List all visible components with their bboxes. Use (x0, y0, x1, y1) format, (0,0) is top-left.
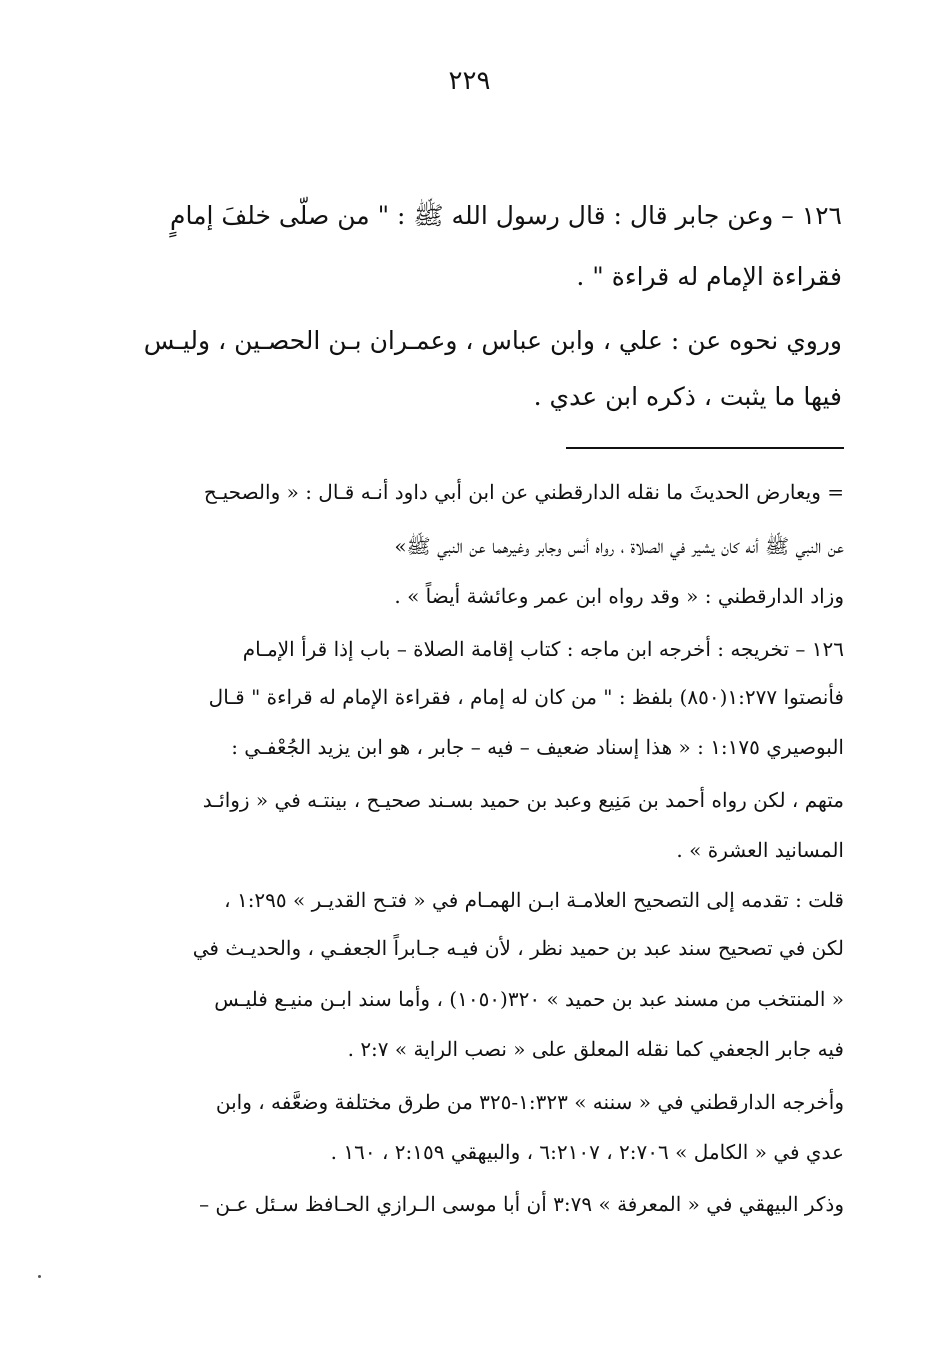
main-line: فقراءة الإمام له قراءة " . (576, 262, 842, 291)
main-line: وروي نحوه عن : علي ، وابن عباس ، وعمـران بـن الحصـين ، وليـس (143, 326, 842, 355)
footnote-line: = ويعارض الحديثَ ما نقله الدارقطني عن ابن أبي داود أنـه قـال : « والصحيـح (203, 480, 844, 504)
footnote-separator (566, 447, 844, 449)
footnote-line: فيه جابر الجعفي كما نقله المعلق على « نصب الراية » ٢:٧ . (347, 1037, 844, 1061)
hadith-main-text (128, 200, 842, 410)
footnote-line: قلت : تقدمه إلى التصحيح العلامـة ابـن الهمـام في « فتـح القديـر » ١:٢٩٥ ، (224, 888, 844, 912)
footnote-line: فأنصتوا ١:٢٧٧(٨٥٠) بلفظ : " من كان له إمام ، فقراءة الإمام له قراءة " قـال (208, 685, 844, 709)
footnote-line: ١٢٦ – تخريجه : أخرجه ابن ماجه : كتاب إقامة الصلاة – باب إذا قرأ الإمـام (242, 637, 844, 661)
footnote-line: وزاد الدارقطني : « وقد رواه ابن عمر وعائشة أيضاً » . (394, 584, 844, 608)
scan-speck (38, 1275, 41, 1278)
footnotes (128, 480, 844, 1220)
footnote-line: عن النبي ﷺ أنه كان يشير في الصلاة ، رواه أنس وجابر وغيرهما عن النبي ﷺ» (394, 534, 844, 558)
footnote-line: وذكر البيهقي في « المعرفة » ٣:٧٩ أن أبا موسى الـرازي الحـافظ سـئل عـن – (199, 1192, 844, 1216)
footnote-line: لكن في تصحيح سند عبد بن حميد نظر ، لأن فيـه جـابراً الجعفـي ، والحديـث في (192, 936, 844, 960)
main-line: فيها ما يثبت ، ذكره ابن عدي . (533, 382, 842, 411)
page-number: ٢٢٩ (448, 66, 491, 96)
main-line: ١٢٦ – وعن جابر قال : قال رسول الله ﷺ : " من صلّى خلفَ إمامٍ (170, 201, 842, 230)
footnote-line: عدي في « الكامل » ٢:٧٠٦ ، ٦:٢١٠٧ ، والبيهقي ٢:١٥٩ ، ١٦٠ . (330, 1140, 844, 1164)
footnote-line: متهم ، لكن رواه أحمد بن مَنِيع وعبد بن حميد بسـند صحيـح ، بينتـه في « زوائـد (202, 788, 844, 812)
footnote-line: البوصيري ١:١٧٥ : « هذا إسناد ضعيف – فيه – جابر ، هو ابن يزيد الجُعْفـي : (231, 735, 844, 759)
footnote-line: « المنتخب من مسند عبد بن حميد » ٣٢٠(١٠٥٠) ، وأما سند ابـن منيـع فليـس (214, 987, 844, 1011)
footnote-line: المسانيد العشرة » . (676, 838, 844, 862)
footnote-line: وأخرجه الدارقطني في « سننه » ١:٣٢٣-٣٢٥ من طرق مختلفة وضعَّفه ، وابن (215, 1090, 844, 1114)
